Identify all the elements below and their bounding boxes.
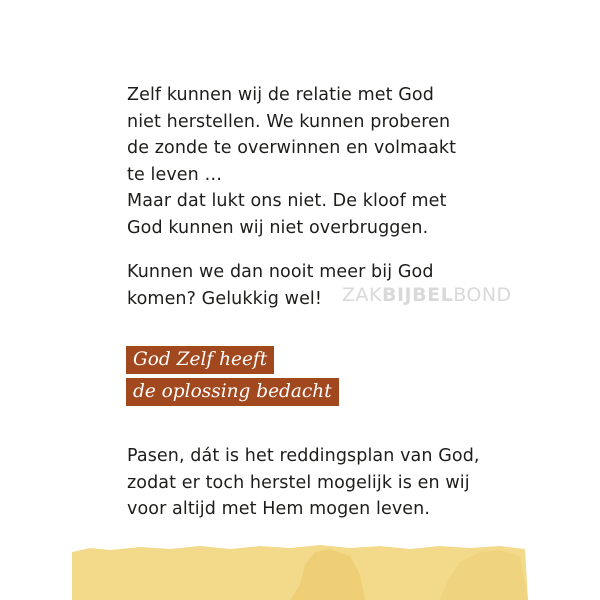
paragraph-1-line: niet herstellen. We kunnen proberen [127,111,451,132]
paragraph-3-line: voor altijd met Hem mogen leven. [127,499,431,519]
paragraph-3-line: zodat er toch herstel mogelijk is en wij [127,472,470,493]
paragraph-1-line: Zelf kunnen wij de relatie met God [127,85,434,105]
highlight-line-1: God Zelf heeft [126,346,274,374]
paragraph-3-line: Pasen, dát is het reddingsplan van God, [127,446,480,466]
paragraph-1-line: Maar dat lukt ons niet. De kloof met [127,191,447,211]
paragraph-1-line: de zonde te overwinnen en volmaakt [127,138,457,158]
paragraph-2-line: komen? Gelukkig wel! [127,288,323,309]
paragraph-1-line: te leven … [127,164,223,185]
paragraph-2-line: Kunnen we dan nooit meer bij God [127,262,434,282]
highlight-line-2: de oplossing bedacht [126,378,339,406]
watermark-part: ZAK [342,284,382,306]
watermark-part: BOND [453,284,512,306]
watermark-part: BIJBEL [381,284,454,306]
paragraph-1-line: God kunnen wij niet overbruggen. [127,217,429,238]
